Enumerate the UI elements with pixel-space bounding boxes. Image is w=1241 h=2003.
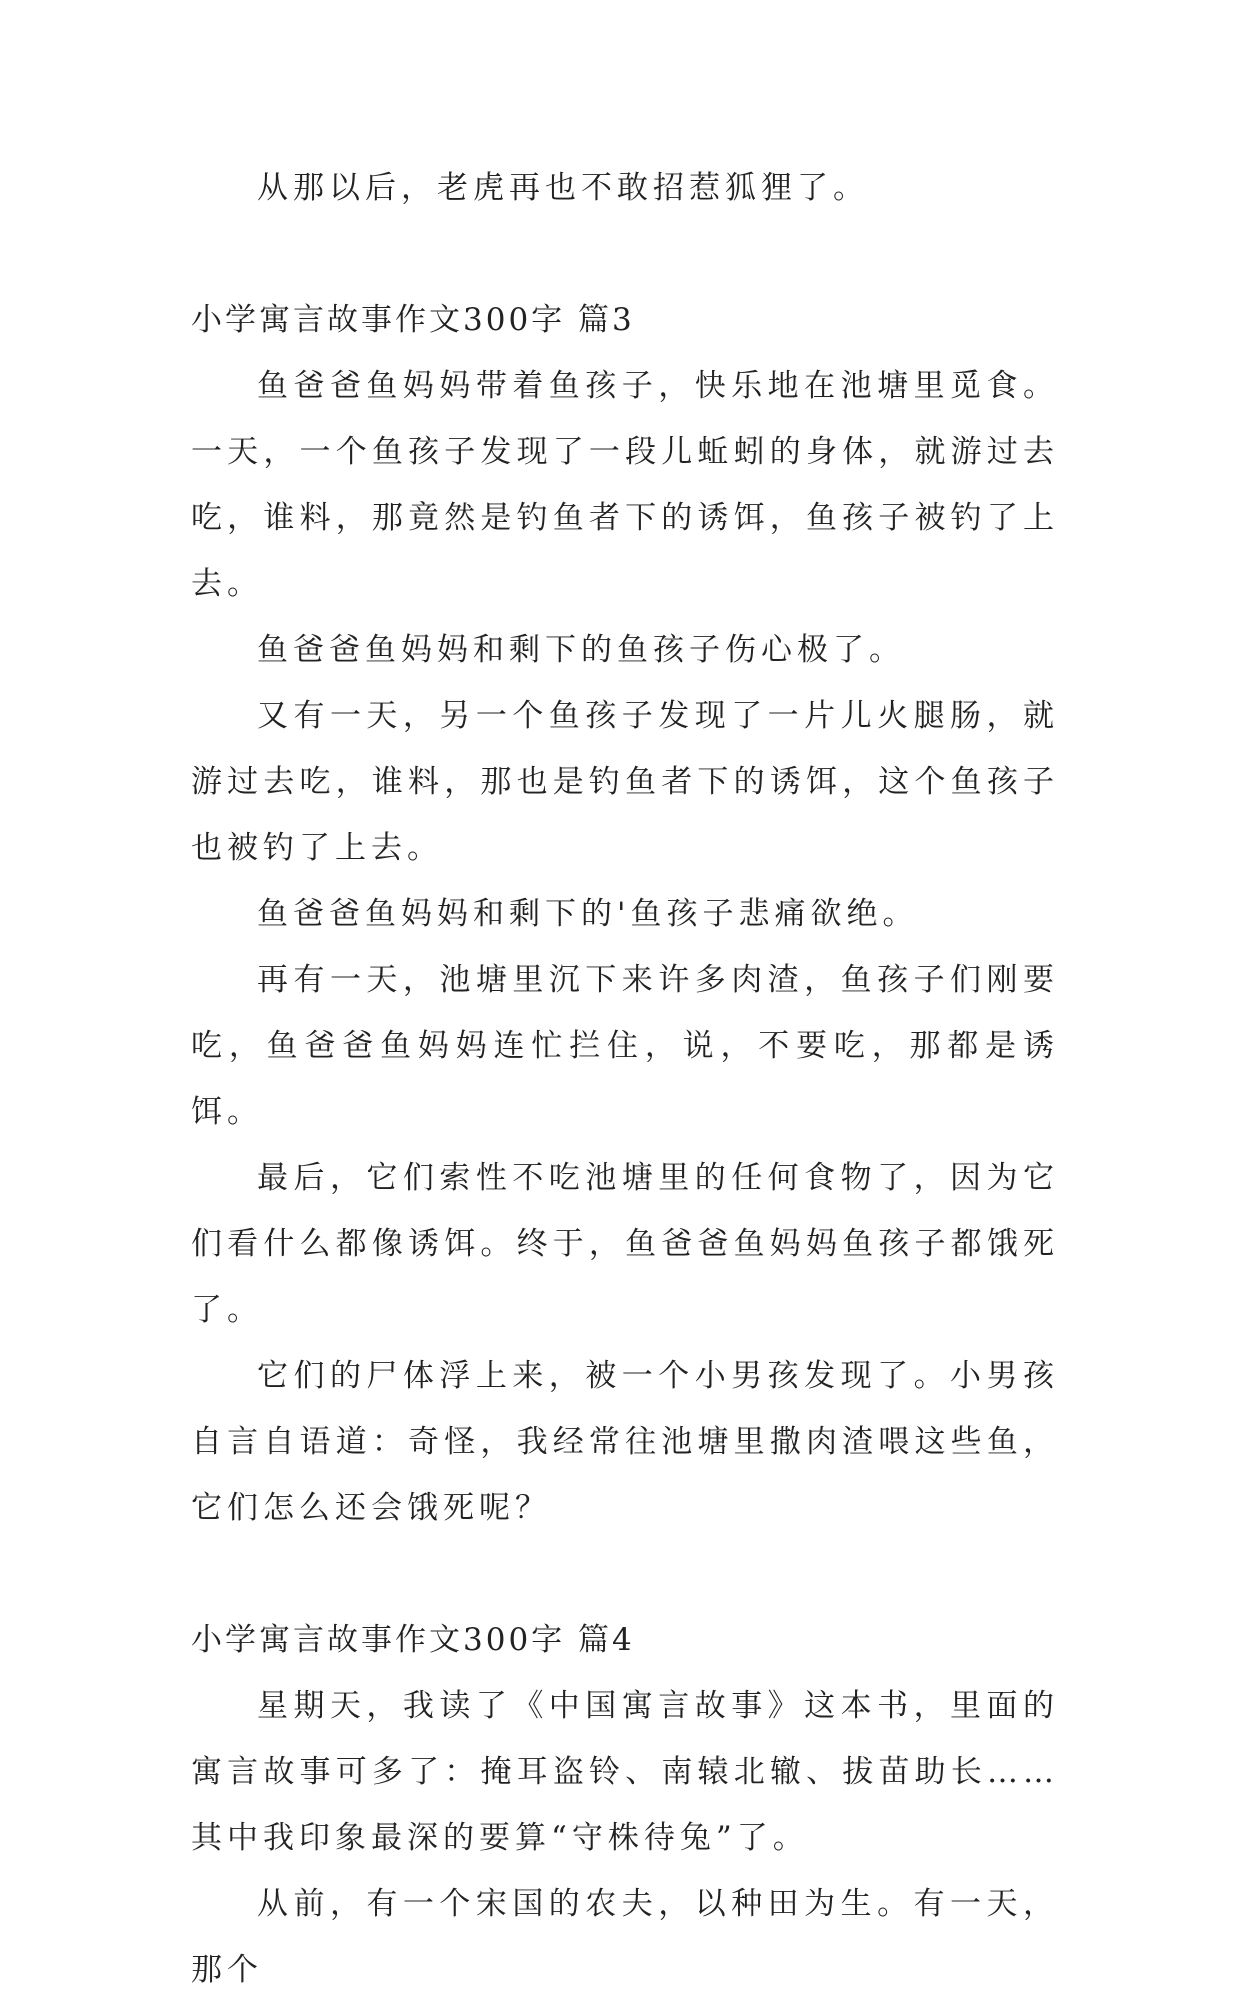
section-spacer bbox=[191, 1541, 1059, 1607]
section-heading-4: 小学寓言故事作文300字 篇4 bbox=[191, 1622, 635, 1658]
body-paragraph: 再有一天，池塘里沉下来许多肉渣，鱼孩子们刚要吃，鱼爸爸鱼妈妈连忙拦住，说，不要吃，那都是诱饵。 bbox=[191, 962, 1059, 1130]
body-paragraph: 鱼爸爸鱼妈妈带着鱼孩子，快乐地在池塘里觅食。一天，一个鱼孩子发现了一段儿蚯蚓的身体，就游过去吃，谁料，那竟然是钓鱼者下的诱饵，鱼孩子被钓了上去。 bbox=[191, 368, 1059, 602]
section-heading-3: 小学寓言故事作文300字 篇3 bbox=[191, 302, 635, 338]
body-paragraph: 又有一天，另一个鱼孩子发现了一片儿火腿肠，就游过去吃，谁料，那也是钓鱼者下的诱饵，这个鱼孩子也被钓了上去。 bbox=[191, 698, 1059, 866]
body-paragraph: 从前，有一个宋国的农夫，以种田为生。有一天，那个 bbox=[191, 1886, 1059, 1988]
body-paragraph: 最后，它们索性不吃池塘里的任何食物了，因为它们看什么都像诱饵。终于，鱼爸爸鱼妈妈鱼孩子都饿死了。 bbox=[191, 1160, 1059, 1328]
body-paragraph: 从那以后，老虎再也不敢招惹狐狸了。 bbox=[257, 170, 869, 206]
section-spacer bbox=[191, 221, 1059, 287]
document-body bbox=[191, 155, 1059, 2003]
body-paragraph: 它们的尸体浮上来，被一个小男孩发现了。小男孩自言自语道：奇怪，我经常往池塘里撒肉渣喂这些鱼，它们怎么还会饿死呢？ bbox=[191, 1358, 1059, 1526]
body-paragraph: 星期天，我读了《中国寓言故事》这本书，里面的寓言故事可多了：掩耳盗铃、南辕北辙、拔苗助长……其中我印象最深的要算“守株待兔”了。 bbox=[191, 1688, 1059, 1856]
body-paragraph: 鱼爸爸鱼妈妈和剩下的鱼孩子伤心极了。 bbox=[257, 632, 905, 668]
body-paragraph: 鱼爸爸鱼妈妈和剩下的'鱼孩子悲痛欲绝。 bbox=[257, 896, 919, 932]
